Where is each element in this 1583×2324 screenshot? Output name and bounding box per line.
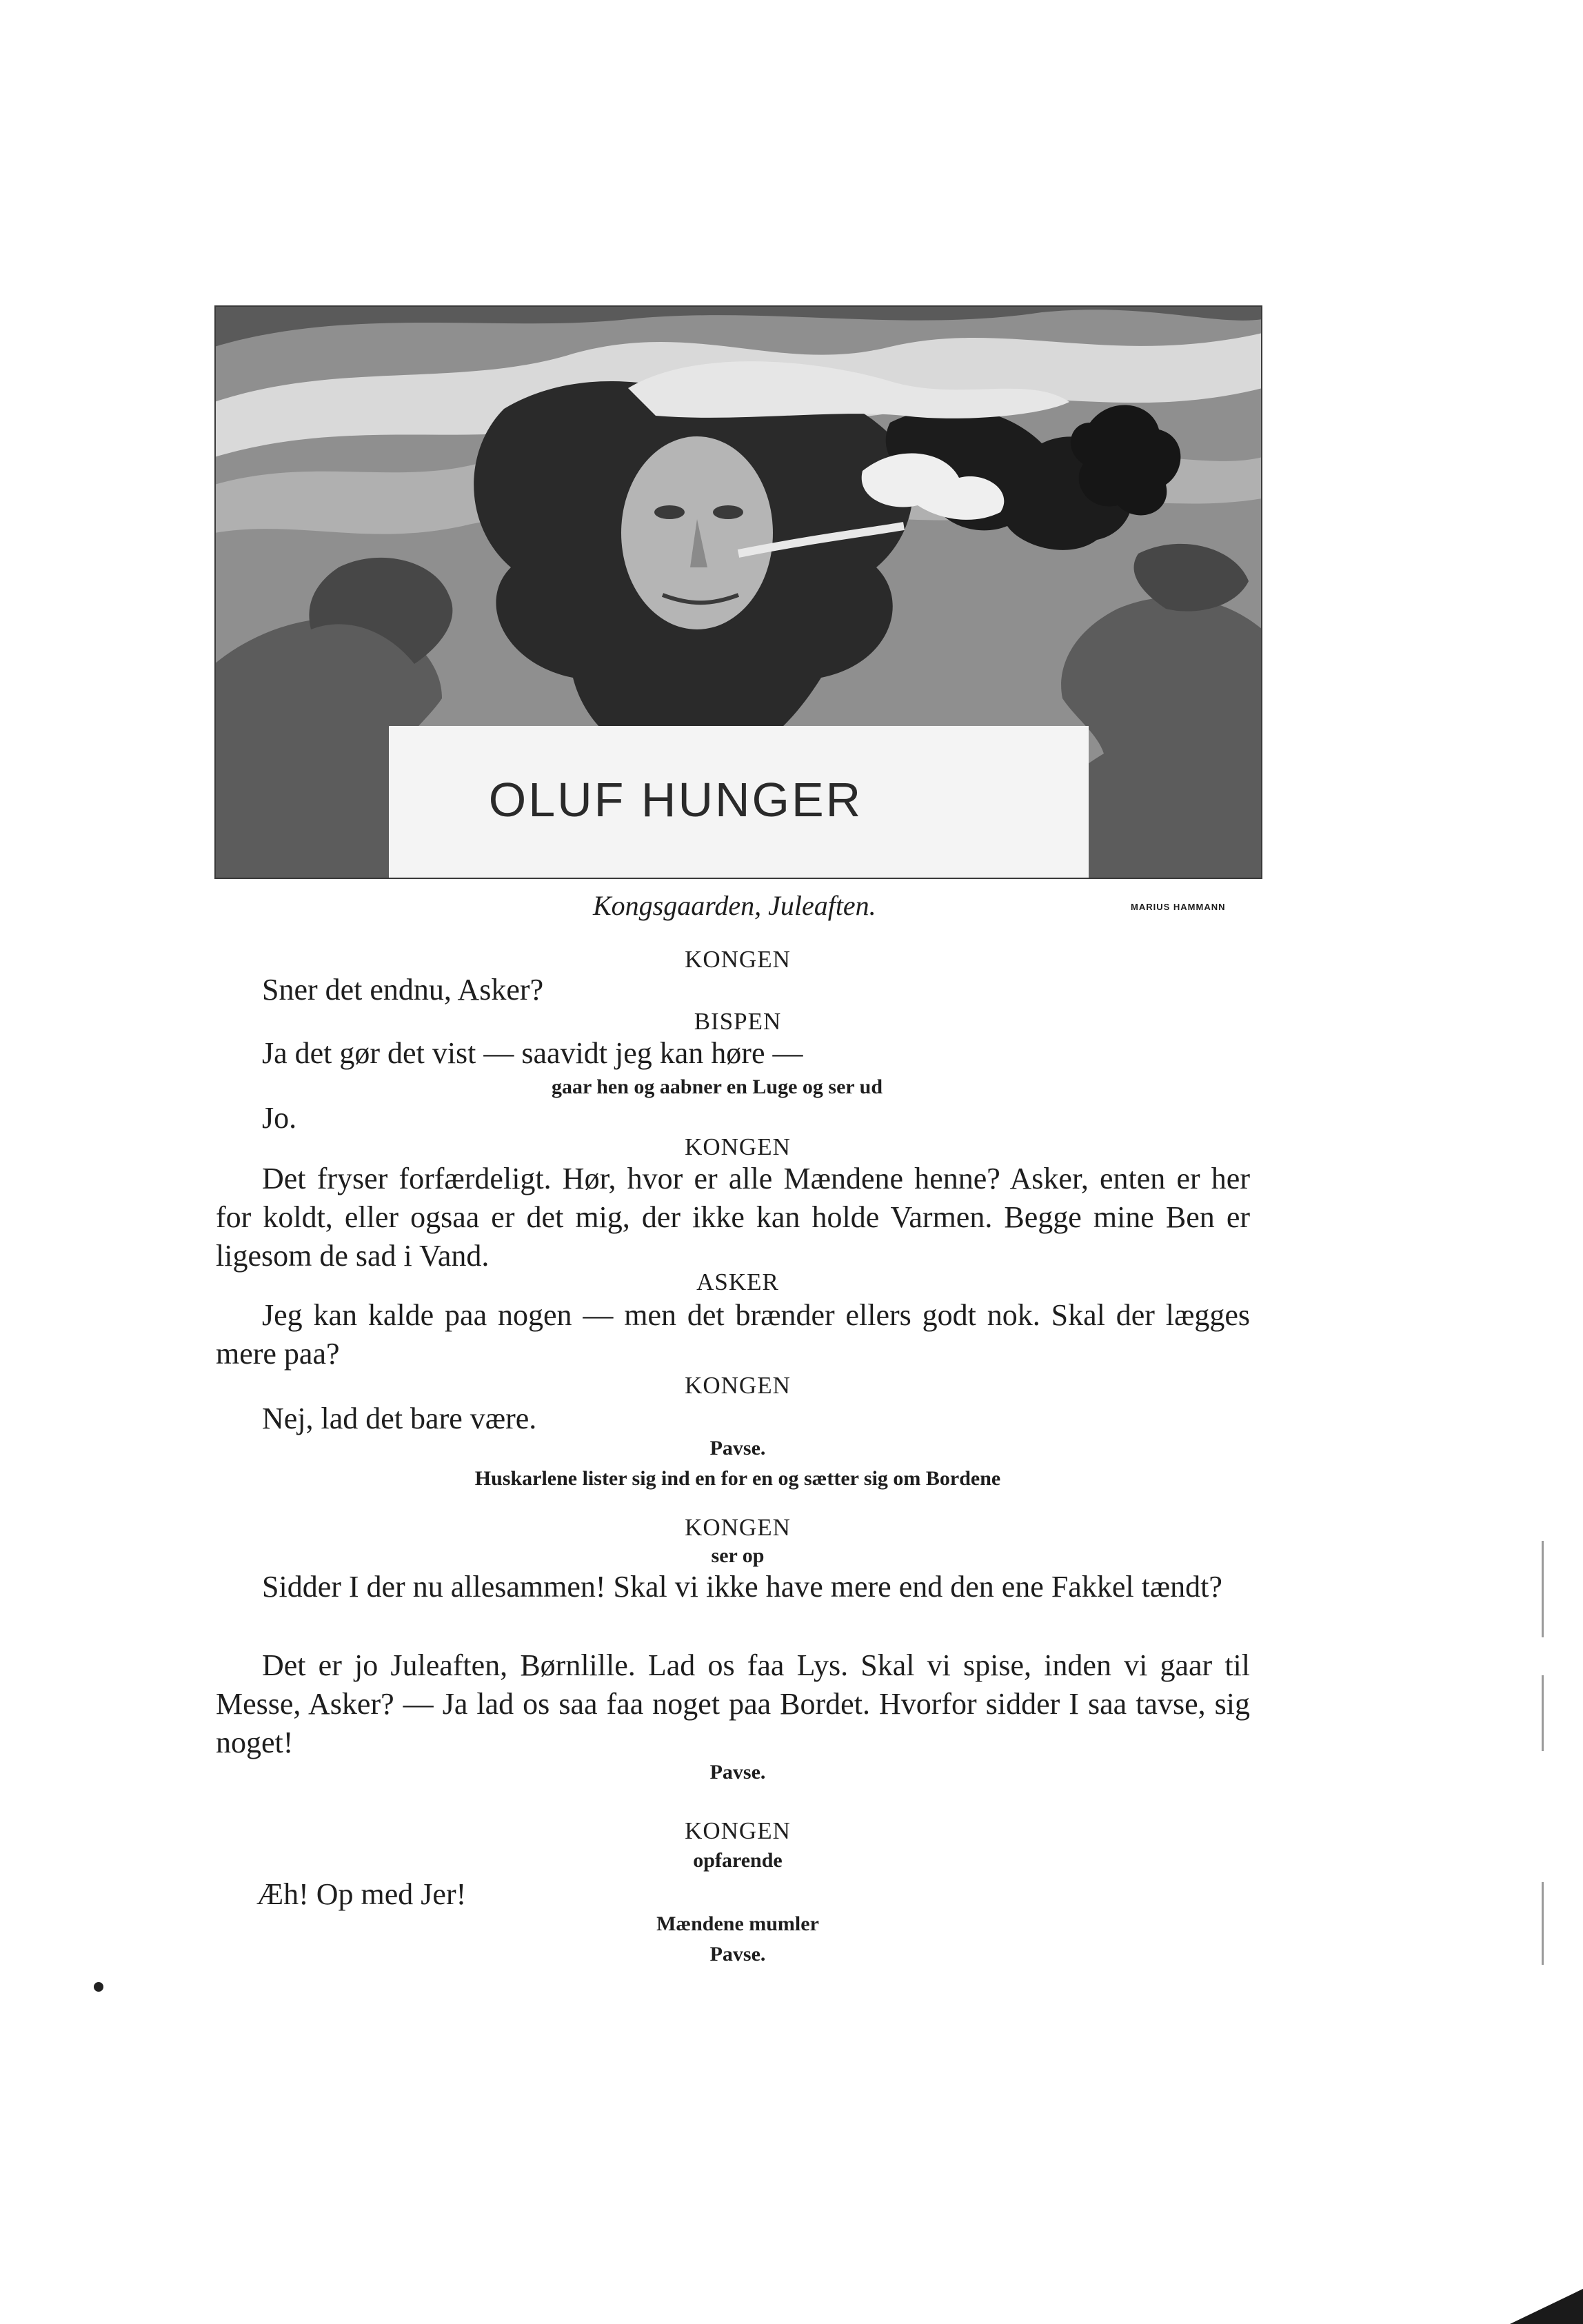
corner-smudge (1503, 2289, 1583, 2324)
scan-dot (94, 1982, 103, 1992)
dialogue-line: Æh! Op med Jer! (256, 1877, 467, 1911)
scan-edge-mark (1542, 1541, 1544, 1637)
stage-direction: gaar hen og aabner en Luge og ser ud (551, 1075, 883, 1098)
dialogue-line: Nej, lad det bare være. (262, 1402, 537, 1435)
stage-direction: Mændene mumler (656, 1912, 819, 1935)
stage-direction: ser op (711, 1544, 765, 1567)
dialogue-paragraph: Det fryser forfærdeligt. Hør, hvor er alle Mændene henne? Asker, enten er her for koldt, eller ogsaa er det mig, der ikke kan holde Varmen. Begge mine Ben er ligesom de sad i Vand. (216, 1162, 1250, 1273)
dialogue-paragraph: Jeg kan kalde paa nogen — men det brænder ellers godt nok. Skal der lægges mere paa? (216, 1298, 1250, 1371)
stage-direction: opfarende (693, 1849, 783, 1872)
dialogue-paragraph: Sidder I der nu allesammen! Skal vi ikke have mere end den ene Fakkel tændt? (262, 1570, 1222, 1604)
illustration-credit: MARIUS HAMMANN (1131, 902, 1226, 912)
stage-direction: Pavse. (709, 1943, 766, 1966)
dialogue-line: Ja det gør det vist — saavidt jeg kan høre — (262, 1036, 803, 1070)
speaker-label: KONGEN (685, 1372, 791, 1399)
stage-direction: Huskarlene lister sig ind en for en og sætter sig om Bordene (474, 1467, 1001, 1490)
dialogue-paragraph: Det er jo Juleaften, Børnlille. Lad os faa Lys. Skal vi spise, inden vi gaar til Messe, Asker? — Ja lad os saa faa noget paa Bordet. Hvorfor sidder I saa tavse, sig noget! (216, 1648, 1250, 1759)
speaker-label: ASKER (696, 1269, 779, 1295)
scene-caption: Kongsgaarden, Juleaften. (593, 890, 876, 921)
speaker-label: KONGEN (685, 1817, 791, 1844)
speaker-label: BISPEN (694, 1008, 782, 1035)
speaker-label: KONGEN (685, 1133, 791, 1160)
dialogue-line: Sner det endnu, Asker? (262, 973, 544, 1007)
stage-direction: Pavse. (709, 1437, 766, 1459)
scan-edge-mark (1542, 1675, 1544, 1751)
page-title: OLUF HUNGER (488, 773, 863, 827)
speaker-label: KONGEN (685, 1514, 791, 1541)
speaker-label: KONGEN (685, 946, 791, 973)
scan-edge-mark (1542, 1882, 1544, 1965)
stage-direction: Pavse. (709, 1761, 766, 1784)
dialogue-line: Jo. (262, 1101, 297, 1135)
